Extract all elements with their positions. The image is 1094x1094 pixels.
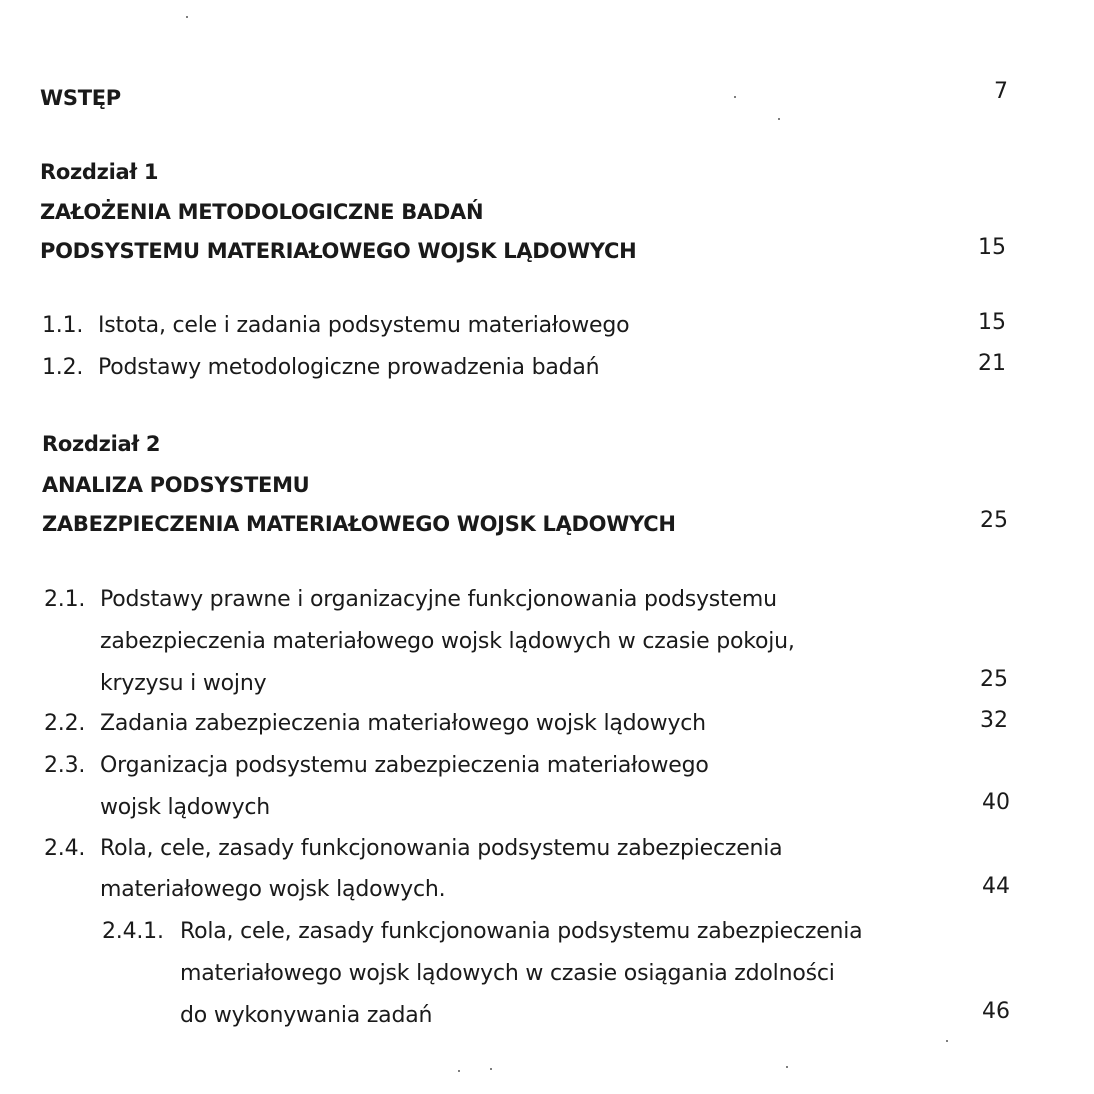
section-title-line: zabezpieczenia materiałowego wojsk lądowych w czasie pokoju, bbox=[100, 629, 795, 654]
section-page-number: 44 bbox=[982, 874, 1010, 899]
subsection-page-number: 46 bbox=[982, 999, 1010, 1024]
subsection-number: 2.4.1. bbox=[102, 919, 164, 944]
intro-page-number: 7 bbox=[994, 79, 1008, 104]
section-page-number: 21 bbox=[978, 351, 1006, 376]
scan-speck bbox=[734, 96, 736, 98]
chapter1-title-line2: PODSYSTEMU MATERIAŁOWEGO WOJSK LĄDOWYCH bbox=[40, 239, 637, 263]
chapter2-title-line2: ZABEZPIECZENIA MATERIAŁOWEGO WOJSK LĄDOWYCH bbox=[42, 512, 676, 536]
section-title: Podstawy metodologiczne prowadzenia badań bbox=[98, 355, 600, 380]
section-page-number: 32 bbox=[980, 708, 1008, 733]
subsection-title-line: do wykonywania zadań bbox=[180, 1003, 433, 1028]
scan-speck bbox=[786, 1066, 788, 1068]
section-page-number: 40 bbox=[982, 790, 1010, 815]
chapter1-page-number: 15 bbox=[978, 235, 1006, 260]
scan-speck bbox=[490, 1068, 492, 1070]
scan-speck bbox=[778, 118, 780, 120]
section-number: 2.3. bbox=[44, 753, 86, 778]
section-number: 2.1. bbox=[44, 587, 86, 612]
section-title-line: wojsk lądowych bbox=[100, 795, 271, 820]
scan-speck bbox=[186, 16, 188, 18]
section-number: 1.2. bbox=[42, 355, 84, 380]
section-title-line: Rola, cele, zasady funkcjonowania podsystemu zabezpieczenia bbox=[100, 836, 783, 861]
section-number: 1.1. bbox=[42, 313, 84, 338]
section-title-line: kryzysu i wojny bbox=[100, 671, 267, 696]
section-title-line: Organizacja podsystemu zabezpieczenia materiałowego bbox=[100, 753, 709, 778]
chapter2-page-number: 25 bbox=[980, 508, 1008, 533]
chapter2-label: Rozdział 2 bbox=[42, 432, 161, 456]
scan-speck bbox=[946, 1040, 948, 1042]
section-title-line: Zadania zabezpieczenia materiałowego wojsk lądowych bbox=[100, 711, 706, 736]
section-number: 2.2. bbox=[44, 711, 86, 736]
chapter1-title-line1: ZAŁOŻENIA METODOLOGICZNE BADAŃ bbox=[40, 200, 484, 224]
section-title: Istota, cele i zadania podsystemu materiałowego bbox=[98, 313, 630, 338]
section-page-number: 25 bbox=[980, 667, 1008, 692]
section-page-number: 15 bbox=[978, 310, 1006, 335]
subsection-title-line: materiałowego wojsk lądowych w czasie osiągania zdolności bbox=[180, 961, 835, 986]
chapter2-title-line1: ANALIZA PODSYSTEMU bbox=[42, 473, 310, 497]
section-title-line: materiałowego wojsk lądowych. bbox=[100, 877, 446, 902]
scan-speck bbox=[458, 1070, 460, 1072]
section-title-line: Podstawy prawne i organizacyjne funkcjonowania podsystemu bbox=[100, 587, 777, 612]
intro-title: WSTĘP bbox=[40, 86, 121, 110]
subsection-title-line: Rola, cele, zasady funkcjonowania podsystemu zabezpieczenia bbox=[180, 919, 863, 944]
section-number: 2.4. bbox=[44, 836, 86, 861]
chapter1-label: Rozdział 1 bbox=[40, 160, 159, 184]
